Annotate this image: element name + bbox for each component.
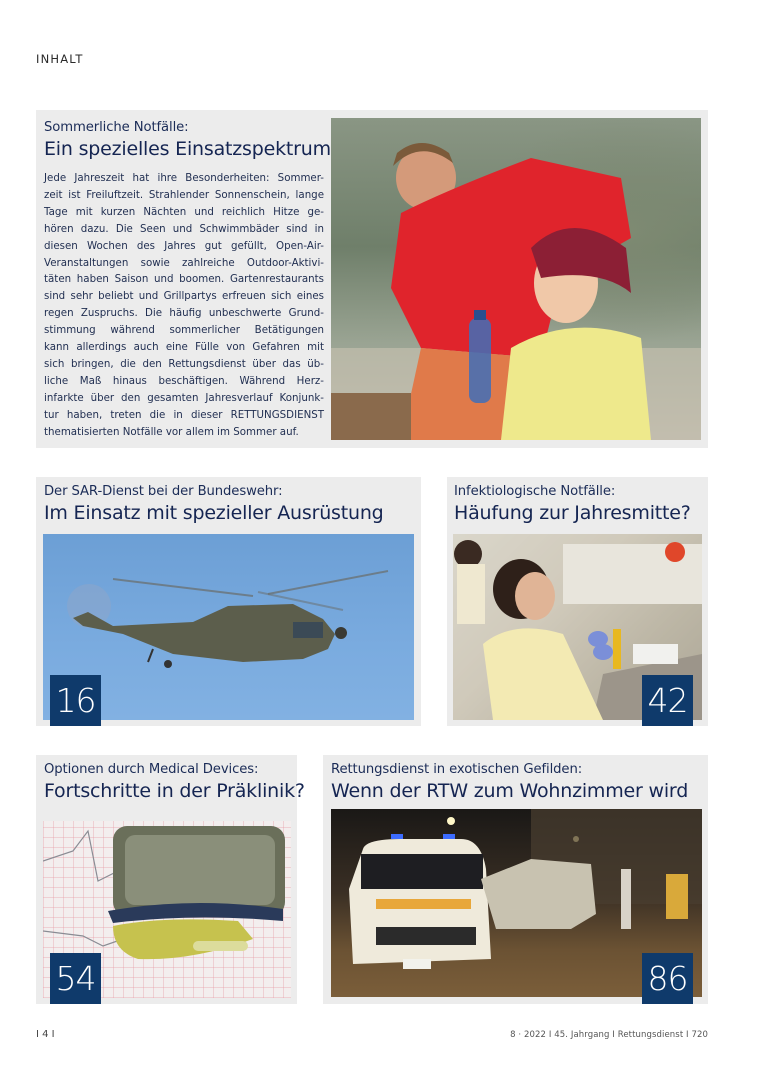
- featured-body-text: [44, 170, 324, 441]
- body-line: sich bringen, die den Rettungsdienst über das üb-: [44, 357, 324, 370]
- issue-info: 8 · 2022 I 45. Jahrgang I Rettungsdienst I 720: [510, 1030, 708, 1040]
- article-kicker: Rettungsdienst in exotischen Gefilden:: [331, 762, 583, 777]
- body-line: tur haben, treten die in dieser RETTUNGSDIENST: [44, 408, 324, 421]
- body-line: täten haben Saison und boomen. Gartenrestaurants: [44, 273, 324, 286]
- article-headline: Wenn der RTW zum Wohnzimmer wird: [331, 780, 689, 802]
- article-headline: Häufung zur Jahresmitte?: [454, 502, 691, 524]
- featured-photo: [331, 118, 701, 440]
- page-badge: 42: [642, 675, 693, 726]
- featured-article-card[interactable]: [36, 110, 708, 448]
- body-line: infarkte über den gesamten Jahresverlauf Konjunk-: [44, 391, 324, 404]
- section-label: INHALT: [36, 52, 84, 66]
- article-headline: Fortschritte in der Präklinik?: [44, 780, 305, 802]
- body-line: kann allerdings auch eine Fülle von Gefahren mit: [44, 341, 324, 354]
- rescuer-and-girl-illustration: [331, 118, 701, 440]
- article-kicker: Der SAR-Dienst bei der Bundeswehr:: [44, 484, 283, 499]
- body-line: thematisierten Notfälle vor allem im Sommer auf.: [44, 425, 299, 438]
- body-line: liche Maß hinaus beschäftigen. Während Herz-: [44, 374, 324, 387]
- body-line: Veranstaltungen sowie zahlreiche Outdoor-Aktivi-: [44, 256, 324, 269]
- article-kicker: Optionen durch Medical Devices:: [44, 762, 259, 777]
- page-badge: 16: [50, 675, 101, 726]
- body-line: sind sehr beliebt und Grillpartys erfreuen sich eines: [44, 290, 324, 303]
- page-badge: 86: [642, 953, 693, 1004]
- article-card-medical-devices[interactable]: [36, 755, 305, 1004]
- article-card-infection[interactable]: [447, 477, 708, 726]
- article-card-sar[interactable]: [36, 477, 421, 726]
- body-line: stimmung während sommerlicher Betätigungen: [44, 324, 324, 337]
- body-line: Tage mit kurzen Nächten und reichlich Hitze ge-: [44, 205, 324, 218]
- page-number: I 4 I: [36, 1029, 55, 1040]
- article-headline: Im Einsatz mit spezieller Ausrüstung: [44, 502, 384, 524]
- article-kicker: Infektiologische Notfälle:: [454, 484, 616, 499]
- featured-headline: Ein spezielles Einsatzspektrum: [44, 138, 331, 160]
- article-card-exotic[interactable]: [323, 755, 708, 1004]
- body-line: hören dazu. Die Seen und Schwimmbäder sind in: [44, 222, 324, 235]
- featured-kicker: Sommerliche Notfälle:: [44, 120, 189, 135]
- body-line: zeit ist Freiluftzeit. Strahlender Sonnenschein, lange: [44, 188, 324, 201]
- body-line: diesen Wochen des Jahres gut gefüllt, Open-Air-: [44, 239, 324, 252]
- body-line: regen Zuspruchs. Die häufig unbeschwerte Grund-: [44, 307, 324, 320]
- body-line: Jede Jahreszeit hat ihre Besonderheiten: Sommer-: [44, 172, 324, 184]
- page-badge: 54: [50, 953, 101, 1004]
